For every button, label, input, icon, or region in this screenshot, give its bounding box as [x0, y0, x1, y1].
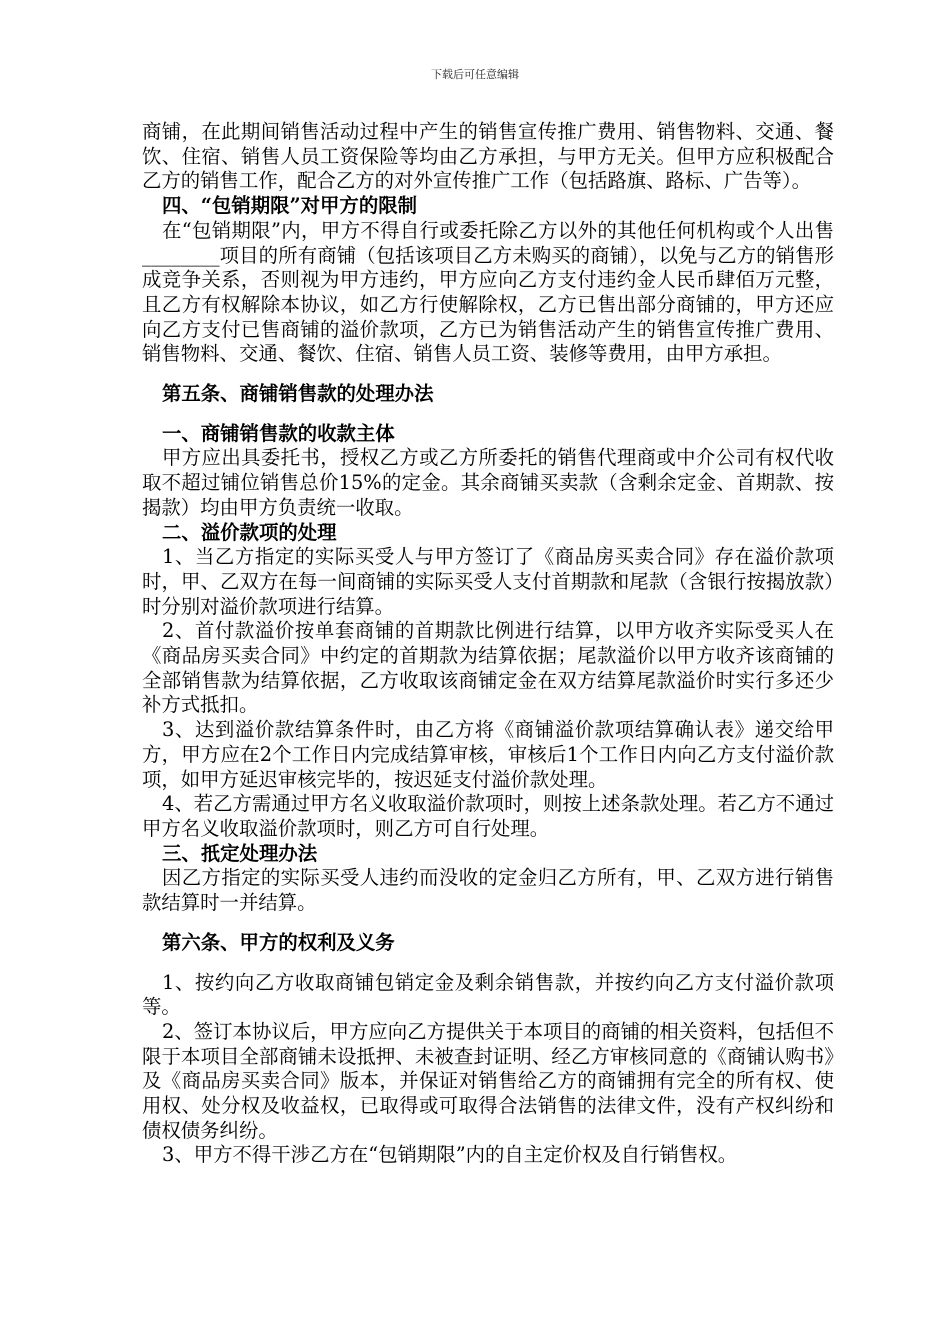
- body-paragraph: 甲方应出具委托书，授权乙方或乙方所委托的销售代理商或中介公司有权代收取不超过铺位销售总价15%的定金。其余商铺买卖款（含剩余定金、首期款、按揭款）均由甲方负责统一收取。: [142, 446, 834, 519]
- body-paragraph: 3、甲方不得干涉乙方在“包销期限”内的自主定价权及自行销售权。: [162, 1143, 738, 1167]
- section-heading: 一、商铺销售款的收款主体: [162, 421, 395, 445]
- body-paragraph: 2、首付款溢价按单套商铺的首期款比例进行结算，以甲方收齐实际受买人在《商品房买卖合同》中约定的首期款为结算依据；尾款溢价以甲方收齐该商铺的全部销售款为结算依据，乙方收取该商铺定金在双方结算尾款溢价时实行多还少补方式抵扣。: [142, 619, 834, 717]
- article-heading: 第六条、甲方的权利及义务: [162, 930, 395, 954]
- document-body: [142, 120, 834, 1168]
- article-heading: 第五条、商铺销售款的处理办法: [162, 382, 434, 406]
- section-heading: 二、溢价款项的处理: [162, 520, 337, 544]
- section-heading: 四、“包销期限”对甲方的限制: [162, 194, 417, 218]
- section-heading: 三、扺定处理办法: [162, 841, 318, 865]
- body-paragraph: 商铺，在此期间销售活动过程中产生的销售宣传推广费用、销售物料、交通、餐饮、住宿、销售人员工资保险等均由乙方承担，与甲方无关。但甲方应积极配合乙方的销售工作，配合乙方的对外宣传推广工作（包括路旗、路标、广告等）。: [142, 120, 834, 193]
- body-paragraph: 4、若乙方需通过甲方名义收取溢价款项时，则按上述条款处理。若乙方不通过甲方名义收取溢价款项时，则乙方可自行处理。: [142, 792, 834, 840]
- body-paragraph: 2、签订本协议后，甲方应向乙方提供关于本项目的商铺的相关资料，包括但不限于本项目全部商铺未设抵押、未被查封证明、经乙方审核同意的《商铺认购书》及《商品房买卖合同》版本，并保证对销售给乙方的商铺拥有完全的所有权、使用权、处分权及收益权，已取得或可取得合法销售的法律文件，没有产权纠纷和债权债务纠纷。: [142, 1019, 834, 1142]
- page-header: 下载后可任意编辑: [431, 68, 519, 81]
- body-paragraph: 1、当乙方指定的实际买受人与甲方签订了《商品房买卖合同》存在溢价款项时，甲、乙双方在每一间商铺的实际买受人支付首期款和尾款（含银行按揭放款）时分别对溢价款项进行结算。: [142, 545, 834, 618]
- body-paragraph: 因乙方指定的实际买受人违约而没收的定金归乙方所有，甲、乙双方进行销售款结算时一并结算。: [142, 866, 834, 915]
- body-paragraph: 3、达到溢价款结算条件时，由乙方将《商铺溢价款项结算确认表》递交给甲方，甲方应在2个工作日内完成结算审核，审核后1个工作日内向乙方支付溢价款项，如甲方延迟审核完毕的，按迟延支付溢价款处理。: [142, 718, 834, 791]
- body-paragraph: 在“包销期限”内，甲方不得自行或委托除乙方以外的其他任何机构或个人出售________项目的所有商铺（包括该项目乙方未购买的商铺），以免与乙方的销售形成竞争关系，否则视为甲方违约，甲方应向乙方支付违约金人民币肆佰万元整，且乙方有权解除本协议，如乙方行使解除权，乙方已售出部分商铺的，甲方还应向乙方支付已售商铺的溢价款项，乙方已为销售活动产生的销售宣传推广费用、销售物料、交通、餐饮、住宿、销售人员工资、装修等费用，由甲方承担。: [142, 218, 834, 366]
- body-paragraph: 1、按约向乙方收取商铺包销定金及剩余销售款，并按约向乙方支付溢价款项等。: [142, 970, 834, 1019]
